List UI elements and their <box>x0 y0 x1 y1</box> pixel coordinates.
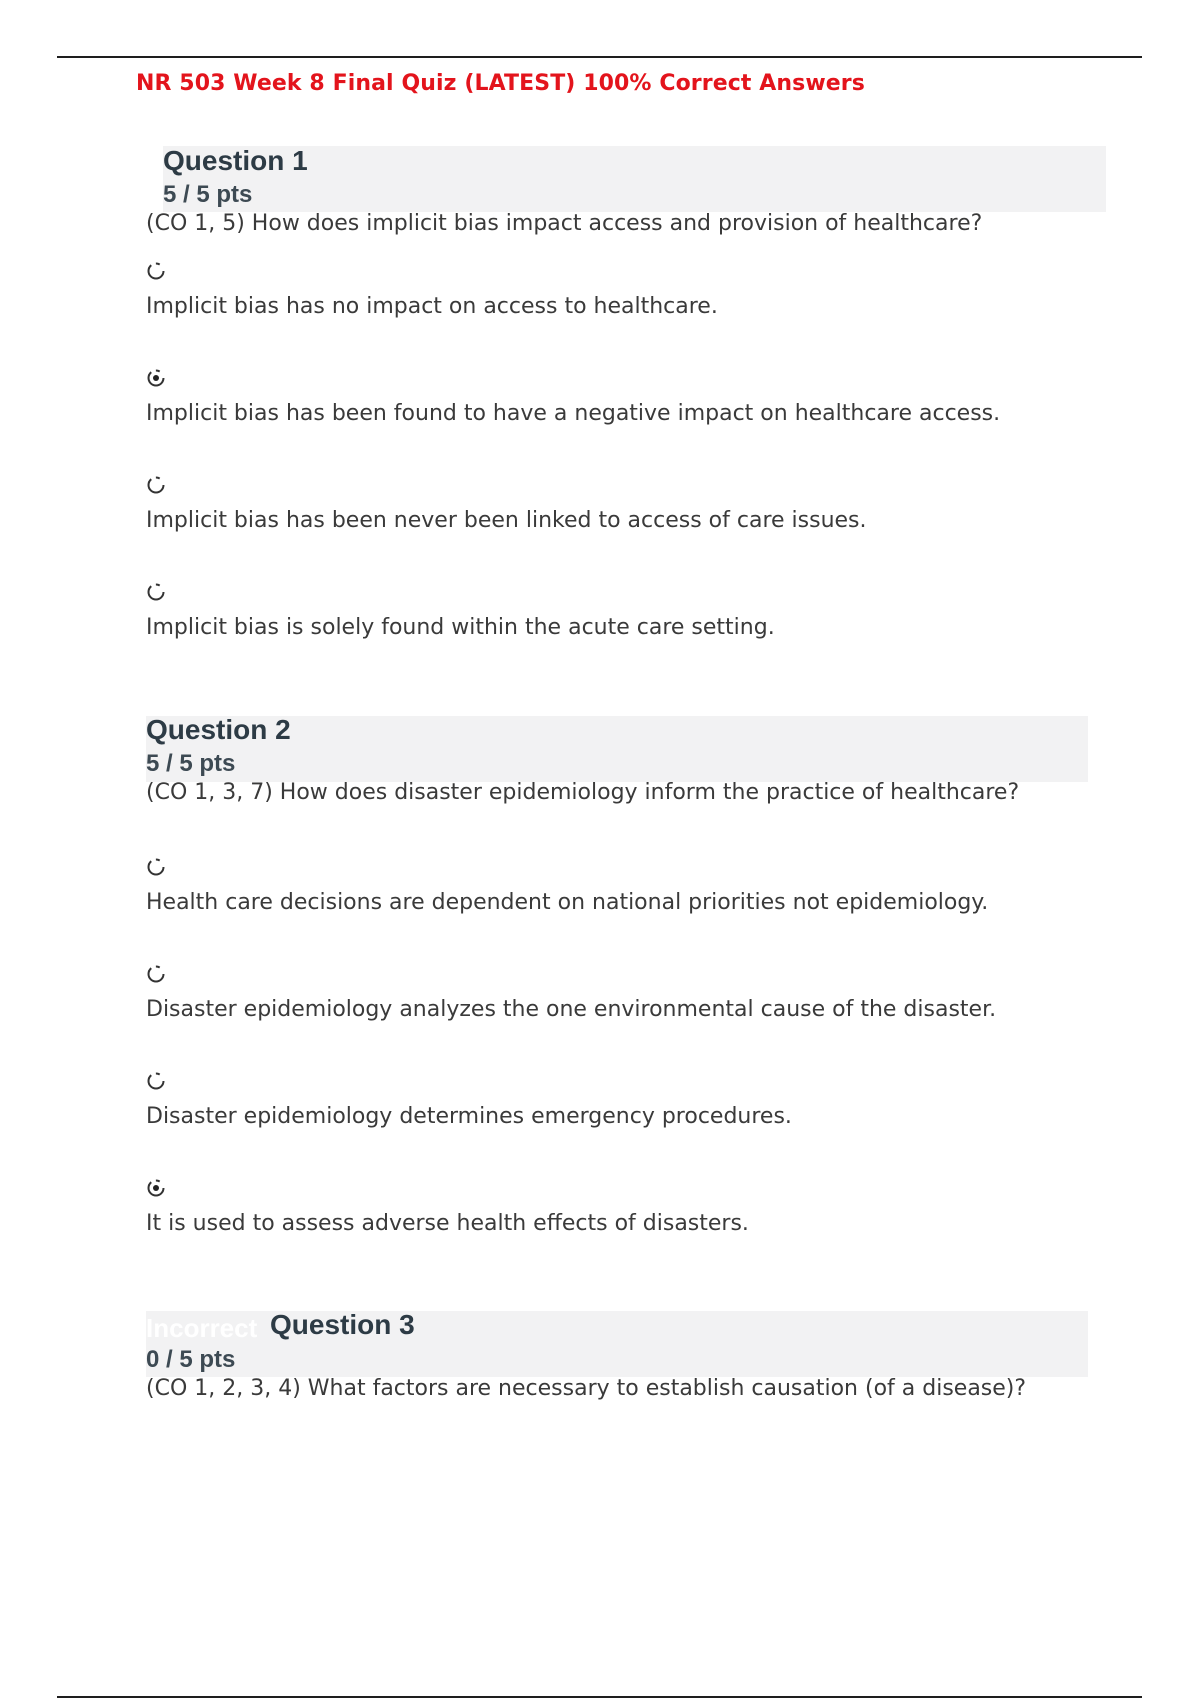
radio-selected-dot <box>153 1185 159 1191</box>
bottom-rule <box>57 1696 1142 1698</box>
radio-button-icon[interactable] <box>146 1071 166 1091</box>
radio-button-icon[interactable] <box>146 475 166 495</box>
radio-button-icon[interactable] <box>146 582 166 602</box>
question-points: 5 / 5 pts <box>163 181 253 208</box>
question-title: Question 3 <box>270 1309 415 1340</box>
question-status: Incorrect <box>146 1313 258 1343</box>
radio-button-icon[interactable] <box>146 964 166 984</box>
radio-button-icon[interactable] <box>146 261 166 281</box>
radio-ring <box>149 967 164 982</box>
answer-option: Disaster epidemiology determines emergency procedures. <box>146 1104 792 1129</box>
question-points: 0 / 5 pts <box>146 1346 236 1373</box>
answer-option: Implicit bias has no impact on access to healthcare. <box>146 294 718 319</box>
answer-option: Implicit bias is solely found within the acute care setting. <box>146 615 775 640</box>
radio-ring <box>149 1074 164 1089</box>
answer-option: Disaster epidemiology analyzes the one environmental cause of the disaster. <box>146 997 997 1022</box>
answer-option: Health care decisions are dependent on national priorities not epidemiology. <box>146 890 989 915</box>
question-text: (CO 1, 3, 7) How does disaster epidemiology inform the practice of healthcare? <box>146 780 1020 805</box>
radio-ring <box>149 585 164 600</box>
question-text: (CO 1, 2, 3, 4) What factors are necessary to establish causation (of a disease)? <box>146 1376 1027 1401</box>
radio-ring <box>149 264 164 279</box>
document-title: NR 503 Week 8 Final Quiz (LATEST) 100% Correct Answers <box>136 71 865 96</box>
radio-button-icon[interactable] <box>146 368 166 388</box>
answer-option: It is used to assess adverse health effects of disasters. <box>146 1211 749 1236</box>
question-title: Question 2 <box>146 714 291 745</box>
answer-option: Implicit bias has been never been linked to access of care issues. <box>146 508 867 533</box>
radio-button-icon[interactable] <box>146 857 166 877</box>
question-points: 5 / 5 pts <box>146 750 236 777</box>
question-text: (CO 1, 5) How does implicit bias impact access and provision of healthcare? <box>146 211 983 236</box>
question-title: Question 1 <box>163 145 308 176</box>
answer-option: Implicit bias has been found to have a negative impact on healthcare access. <box>146 401 1001 426</box>
radio-selected-dot <box>153 375 159 381</box>
radio-ring <box>149 860 164 875</box>
radio-button-icon[interactable] <box>146 1178 166 1198</box>
radio-ring <box>149 478 164 493</box>
top-rule <box>57 56 1142 58</box>
